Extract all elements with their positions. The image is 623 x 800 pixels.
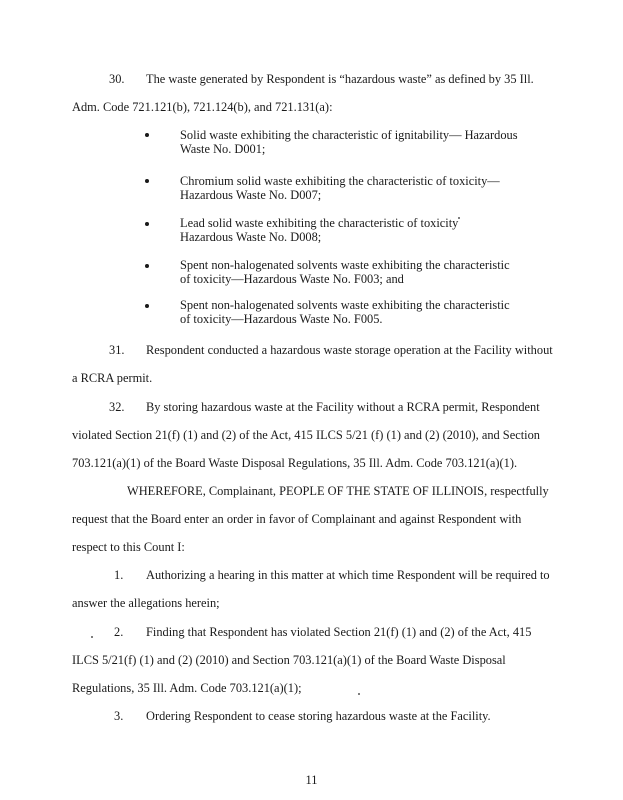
relief-3-number: 3. [114,709,124,723]
bullet-marker [145,133,149,137]
relief-2-line-1: Finding that Respondent has violated Section 21(f) (1) and (2) of the Act, 415 [146,625,532,639]
bullet-item-line-1: Lead solid waste exhibiting the characteristic of toxicity [180,216,459,230]
relief-1-number: 1. [114,568,124,582]
scan-speck [358,693,360,695]
scan-speck [458,217,460,219]
paragraph-31-number: 31. [109,343,125,357]
paragraph-31-line-2: a RCRA permit. [72,371,153,385]
relief-2-line-2: ILCS 5/21(f) (1) and (2) (2010) and Section 703.121(a)(1) of the Board Waste Disposal [72,653,506,667]
scan-speck [91,636,93,638]
paragraph-32-line-2: violated Section 21(f) (1) and (2) of the Act, 415 ILCS 5/21 (f) (1) and (2) (2010), and Section [72,428,540,442]
page-number: 11 [305,773,318,787]
bullet-item [180,128,518,156]
bullet-item-line-1: Chromium solid waste exhibiting the characteristic of toxicity— [180,174,500,188]
bullet-marker [145,304,149,308]
wherefore-line-3: respect to this Count I: [72,540,185,554]
wherefore-line-2: request that the Board enter an order in favor of Complainant and against Respondent with [72,512,522,526]
bullet-item [180,298,510,326]
relief-2-number: 2. [114,625,124,639]
bullet-item-line-1: Spent non-halogenated solvents waste exhibiting the characteristic [180,298,510,312]
paragraph-30-line-1: The waste generated by Respondent is “hazardous waste” as defined by 35 Ill. [146,72,534,86]
bullet-marker [145,222,149,226]
paragraph-30-line-2: Adm. Code 721.121(b), 721.124(b), and 721.131(a): [72,100,333,114]
paragraph-31-line-1: Respondent conducted a hazardous waste storage operation at the Facility without [146,343,553,357]
bullet-item-line-2: of toxicity—Hazardous Waste No. F005. [180,312,383,326]
paragraph-32-number: 32. [109,400,125,414]
wherefore-line-1: WHEREFORE, Complainant, PEOPLE OF THE STATE OF ILLINOIS, respectfully [127,484,549,498]
relief-2-line-3: Regulations, 35 Ill. Adm. Code 703.121(a)(1); [72,681,302,695]
relief-3-line-1: Ordering Respondent to cease storing hazardous waste at the Facility. [146,709,491,723]
bullet-item [180,174,500,202]
bullet-marker [145,264,149,268]
bullet-item [180,258,510,286]
bullet-item-line-2: of toxicity—Hazardous Waste No. F003; and [180,272,404,286]
bullet-item [180,216,458,244]
bullet-item-line-1: Spent non-halogenated solvents waste exhibiting the characteristic [180,258,510,272]
bullet-item-line-2: Hazardous Waste No. D008; [180,230,322,244]
relief-1-line-1: Authorizing a hearing in this matter at which time Respondent will be required to [146,568,550,582]
paragraph-32-line-1: By storing hazardous waste at the Facility without a RCRA permit, Respondent [146,400,540,414]
relief-1-line-2: answer the allegations herein; [72,596,220,610]
paragraph-32-line-3: 703.121(a)(1) of the Board Waste Disposal Regulations, 35 Ill. Adm. Code 703.121(a)(1). [72,456,518,470]
bullet-marker [145,179,149,183]
bullet-item-line-1: Solid waste exhibiting the characteristic of ignitability— Hazardous [180,128,518,142]
bullet-item-line-2: Hazardous Waste No. D007; [180,188,322,202]
paragraph-30-number: 30. [109,72,125,86]
bullet-item-line-2: Waste No. D001; [180,142,266,156]
